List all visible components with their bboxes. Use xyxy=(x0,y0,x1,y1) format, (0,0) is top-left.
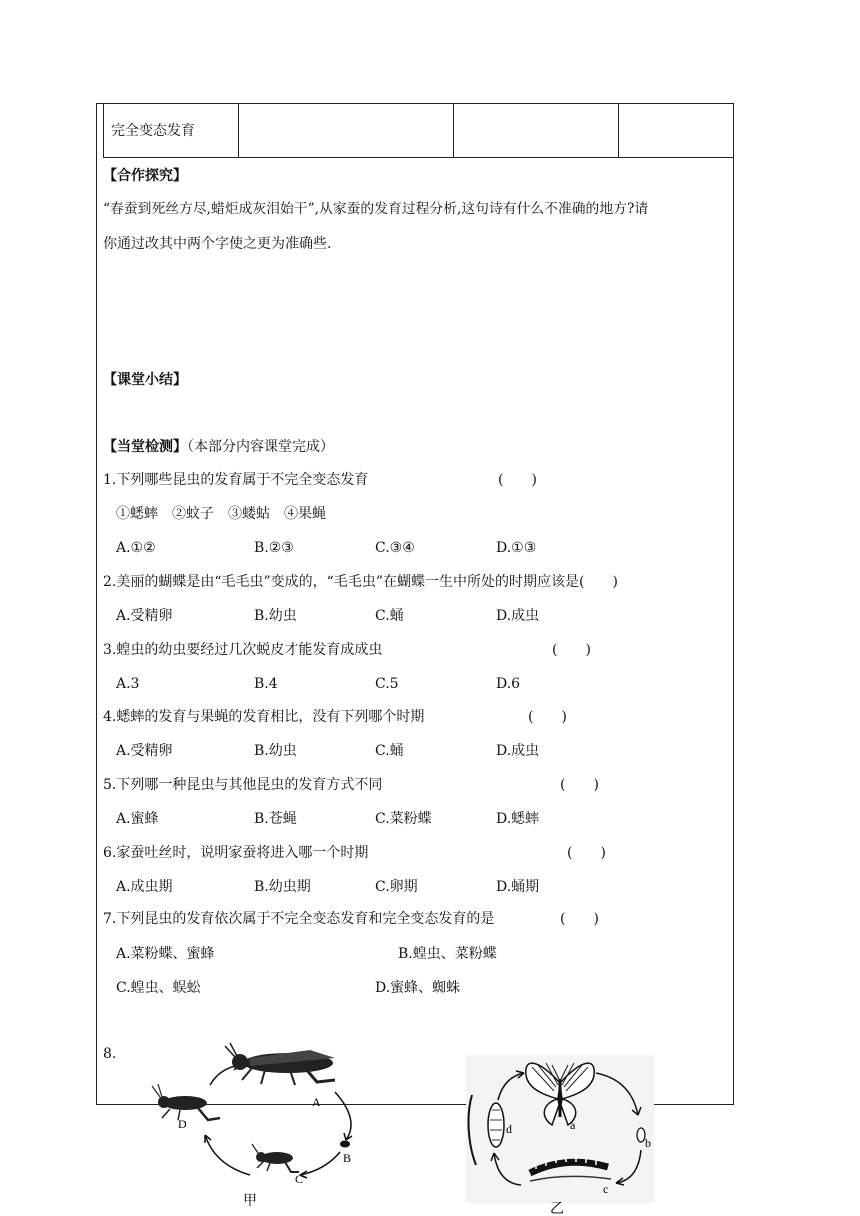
question-1-items: ①蟋蟀 ②蚊子 ③蝼蛄 ④果蝇 xyxy=(116,506,326,522)
question-5-option-a: A.蜜蜂 xyxy=(116,811,159,827)
question-7-stem: 7.下列昆虫的发育依次属于不完全变态发育和完全变态发育的是 xyxy=(103,911,495,927)
grasshopper-lifecycle-figure xyxy=(140,1040,370,1210)
question-1-option-b: B.②③ xyxy=(254,540,294,556)
test-heading-note: （本部分内容课堂完成） xyxy=(187,439,334,455)
figure-jia-label-d: D xyxy=(178,1117,187,1131)
question-5-option-d: D.蟋蟀 xyxy=(496,811,540,827)
cycle-arrow-nymph-to-larger xyxy=(205,1135,250,1175)
question-1-option-a: A.①② xyxy=(116,540,156,556)
figure-jia-caption: 甲 xyxy=(243,1194,257,1209)
egg-icon xyxy=(340,1141,350,1148)
question-6-stem: 6.家蚕吐丝时，说明家蚕将进入哪一个时期 xyxy=(103,845,369,861)
question-4-option-d: D.成虫 xyxy=(496,743,540,759)
frame-left-line xyxy=(96,103,97,1105)
explore-text-line-1: “春蚕到死丝方尽,蜡炬成灰泪始干”,从家蚕的发育过程分析,这句诗有什么不准确的地方?请 xyxy=(103,201,649,217)
figure-jia-label-a: A xyxy=(312,1095,321,1109)
question-3-option-a: A.3 xyxy=(116,676,140,692)
question-7-option-b: B.蝗虫、菜粉蝶 xyxy=(398,946,497,962)
question-6-paren: ( ) xyxy=(567,845,606,861)
question-4-stem: 4.蟋蟀的发育与果蝇的发育相比，没有下列哪个时期 xyxy=(103,709,425,725)
question-1-option-d: D.①③ xyxy=(496,540,537,556)
nymph-large-grasshopper-icon xyxy=(152,1084,220,1120)
question-6-option-c: C.卵期 xyxy=(375,879,418,895)
nymph-small-grasshopper-icon xyxy=(252,1144,299,1172)
question-2-stem: 2.美丽的蝴蝶是由“毛毛虫”变成的，“毛毛虫”在蝴蝶一生中所处的时期应该是( ) xyxy=(103,574,618,590)
table-row-label: 完全变态发育 xyxy=(111,123,195,139)
explore-heading: 【合作探究】 xyxy=(103,168,187,184)
question-1-option-c: C.③④ xyxy=(375,540,415,556)
figure-yi-label-d: d xyxy=(506,1122,512,1136)
butterfly-lifecycle-figure xyxy=(466,1055,654,1215)
question-6-option-b: B.幼虫期 xyxy=(254,879,311,895)
question-4-option-c: C.蛹 xyxy=(375,743,404,759)
table-col-divider-3 xyxy=(618,103,619,158)
question-8-number: 8. xyxy=(103,1046,117,1062)
question-2-option-d: D.成虫 xyxy=(496,608,540,624)
question-6-option-a: A.成虫期 xyxy=(116,879,173,895)
figure-yi-label-a: a xyxy=(570,1118,576,1132)
question-5-paren: ( ) xyxy=(560,777,599,793)
table-bottom-line xyxy=(103,157,734,158)
table-col-divider-2 xyxy=(453,103,454,158)
question-5-stem: 5.下列哪一种昆虫与其他昆虫的发育方式不同 xyxy=(103,777,383,793)
question-4-option-a: A.受精卵 xyxy=(116,743,173,759)
figure-yi-caption: 乙 xyxy=(550,1202,564,1215)
question-7-option-d: D.蜜蜂、蜘蛛 xyxy=(375,980,461,996)
figure-jia-label-c: C xyxy=(295,1172,304,1186)
question-5-option-b: B.苍蝇 xyxy=(254,811,297,827)
question-3-paren: ( ) xyxy=(552,642,591,658)
question-3-option-b: B.4 xyxy=(254,676,278,692)
figure-yi-label-c: c xyxy=(603,1182,609,1196)
frame-left-inner-line xyxy=(103,103,104,158)
question-7-option-a: A.菜粉蝶、蜜蜂 xyxy=(116,946,215,962)
table-col-divider-1 xyxy=(238,103,239,158)
question-4-option-b: B.幼虫 xyxy=(254,743,297,759)
cycle-arrow-adult-to-egg xyxy=(335,1092,351,1140)
summary-heading: 【课堂小结】 xyxy=(103,372,187,388)
question-3-option-c: C.5 xyxy=(375,676,399,692)
question-7-paren: ( ) xyxy=(560,911,599,927)
question-4-paren: ( ) xyxy=(528,709,567,725)
adult-grasshopper-icon xyxy=(225,1043,335,1085)
table-top-line xyxy=(96,103,734,104)
question-6-option-d: D.蛹期 xyxy=(496,879,540,895)
question-3-stem: 3.蝗虫的幼虫要经过几次蜕皮才能发育成成虫 xyxy=(103,642,383,658)
question-2-option-b: B.幼虫 xyxy=(254,608,297,624)
question-1-paren: ( ) xyxy=(498,472,537,488)
butterfly-egg-icon xyxy=(637,1128,645,1142)
question-3-option-d: D.6 xyxy=(496,676,521,692)
question-1-stem: 1.下列哪些昆虫的发育属于不完全变态发育 xyxy=(103,472,369,488)
question-2-option-a: A.受精卵 xyxy=(116,608,173,624)
question-2-option-c: C.蛹 xyxy=(375,608,404,624)
question-5-option-c: C.菜粉蝶 xyxy=(375,811,432,827)
question-7-option-c: C.蝗虫、蜈蚣 xyxy=(116,980,201,996)
test-heading xyxy=(103,437,334,457)
figure-yi-label-b: b xyxy=(645,1136,651,1150)
frame-right-line xyxy=(733,103,734,1105)
test-heading-label: 【当堂检测】 xyxy=(103,439,187,455)
explore-text-line-2: 你通过改其中两个字使之更为准确些. xyxy=(103,236,332,252)
figure-jia-label-b: B xyxy=(343,1151,352,1165)
